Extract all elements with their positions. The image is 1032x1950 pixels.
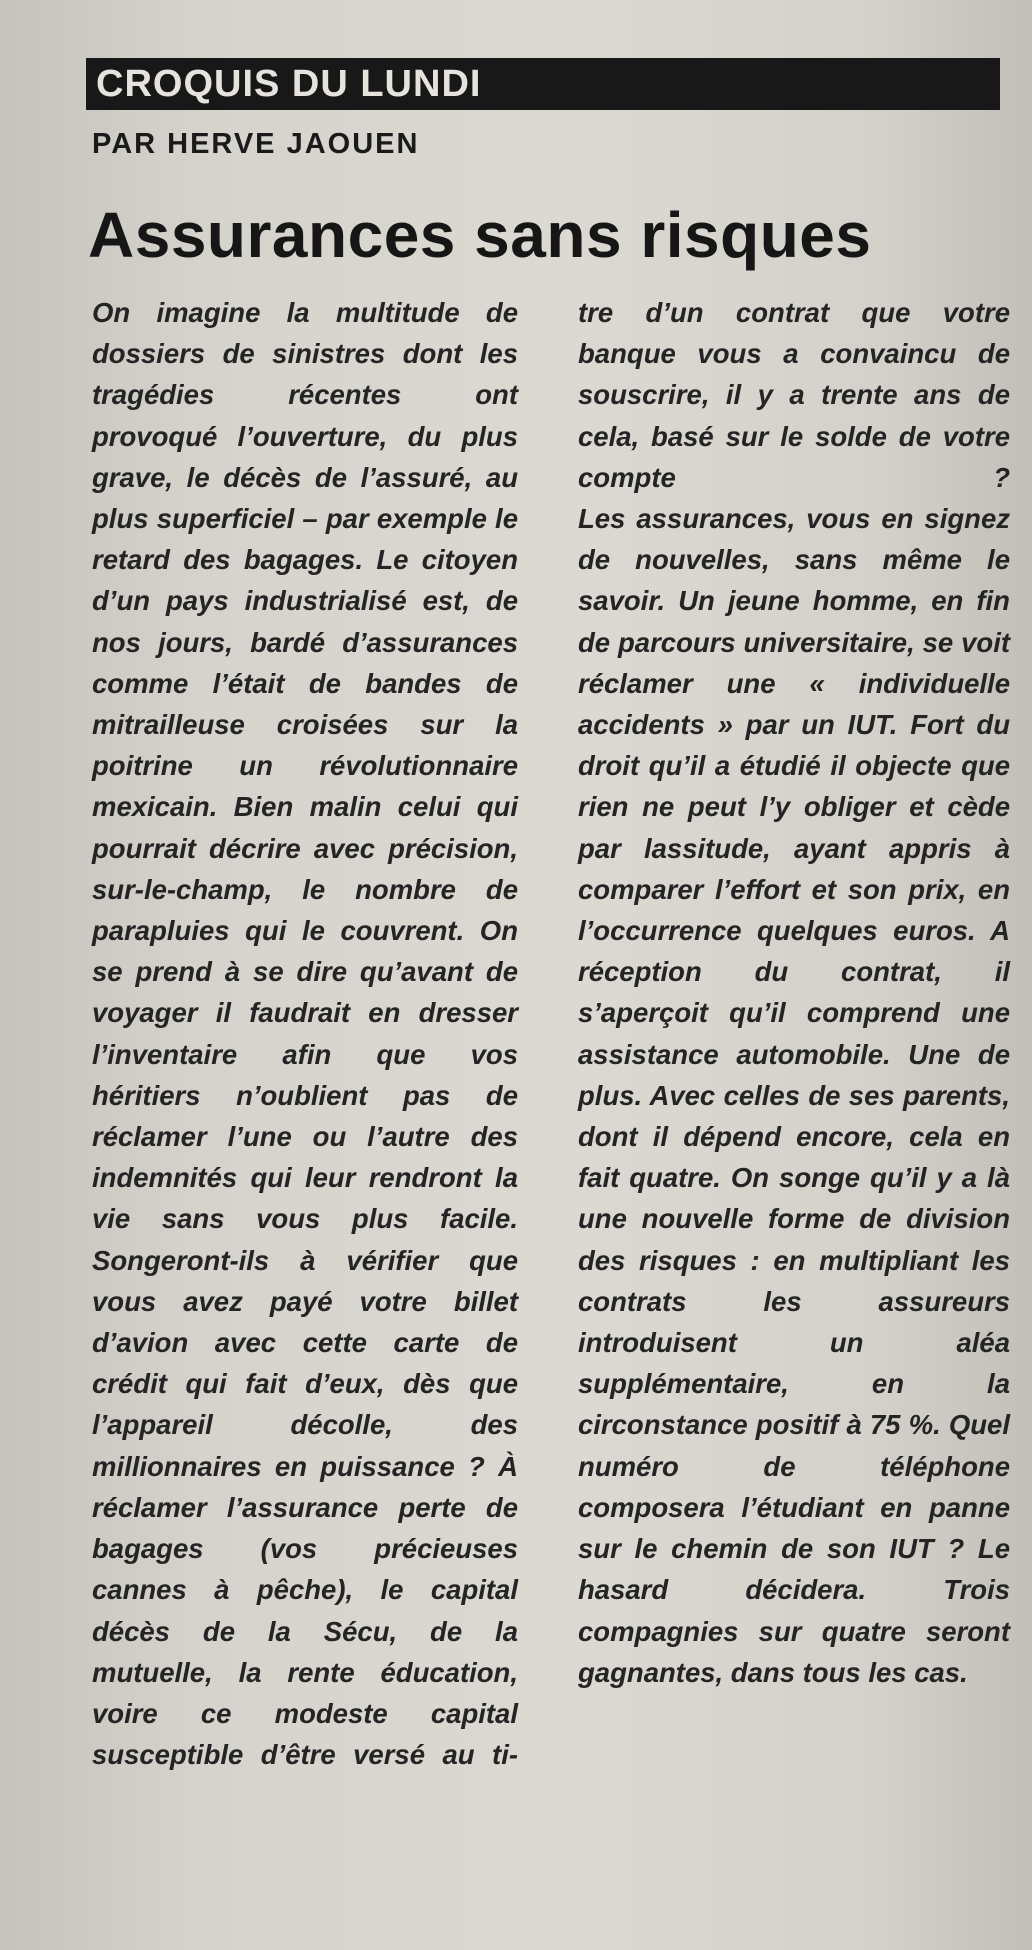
column-right-paragraph-2: Les assurances, vous en signez de nouvelles, sans même le savoir. Un jeune homme, en fin de parcours universitaire, se voit réclamer une « individuelle accidents » par un IUT. Fort du droit qu’il a étudié il objecte que rien ne peut l’y obliger et cède par lassitude, ayant appris à comparer l’effort et son prix, en l’occurrence quelques euros. A réception du contrat, il s’aperçoit qu’il comprend une assistance automobile. Une de plus. Avec celles de ses parents, dont il dépend encore, cela en fait quatre. On songe qu’il y a là une nouvelle forme de division des risques : en multipliant les contrats les assureurs introduisent un aléa supplémentaire, en la circonstance positif à 75 %. Quel numéro de téléphone composera l’étudiant en panne sur le chemin de son IUT ? Le hasard décidera. Trois compagnies sur quatre seront gagnantes, dans tous les cas.: [578, 503, 1010, 1688]
column-left: [92, 292, 518, 1775]
byline: PAR HERVE JAOUEN: [92, 128, 420, 160]
column-left-text: On imagine la multitude de dossiers de sinistres dont les tragédies récentes ont provoqué l’ouverture, du plus grave, le décès de l’assuré, au plus superficiel – par exemple le retard des bagages. Le citoyen d’un pays industrialisé est, de nos jours, bardé d’assurances comme l’était de bandes de mitrailleuse croisées sur la poitrine un révolutionnaire mexicain. Bien malin celui qui pourrait décrire avec précision, sur-le-champ, le nombre de parapluies qui le couvrent. On se prend à se dire qu’avant de voyager il faudrait en dresser l’inventaire afin que vos héritiers n’oublient pas de réclamer l’une ou l’autre des indemnités qui leur rendront la vie sans vous plus facile. Songeront-ils à vérifier que vous avez payé votre billet d’avion avec cette carte de crédit qui fait d’eux, dès que l’appareil décolle, des millionnaires en puissance ? À réclamer l’assurance perte de bagages (vos précieuses cannes à pêche), le capital décès de la Sécu, de la mutuelle, la rente éducation, voire ce modeste capital susceptible d’être versé au ti-: [92, 297, 518, 1771]
column-right: [578, 292, 1010, 1693]
article-headline: Assurances sans risques: [88, 199, 872, 271]
section-banner: [86, 58, 1000, 110]
section-title: CROQUIS DU LUNDI: [96, 63, 482, 105]
column-right-paragraph-1: tre d’un contrat que votre banque vous a convaincu de souscrire, il y a trente ans de cela, basé sur le solde de votre compte ?: [578, 297, 1010, 493]
